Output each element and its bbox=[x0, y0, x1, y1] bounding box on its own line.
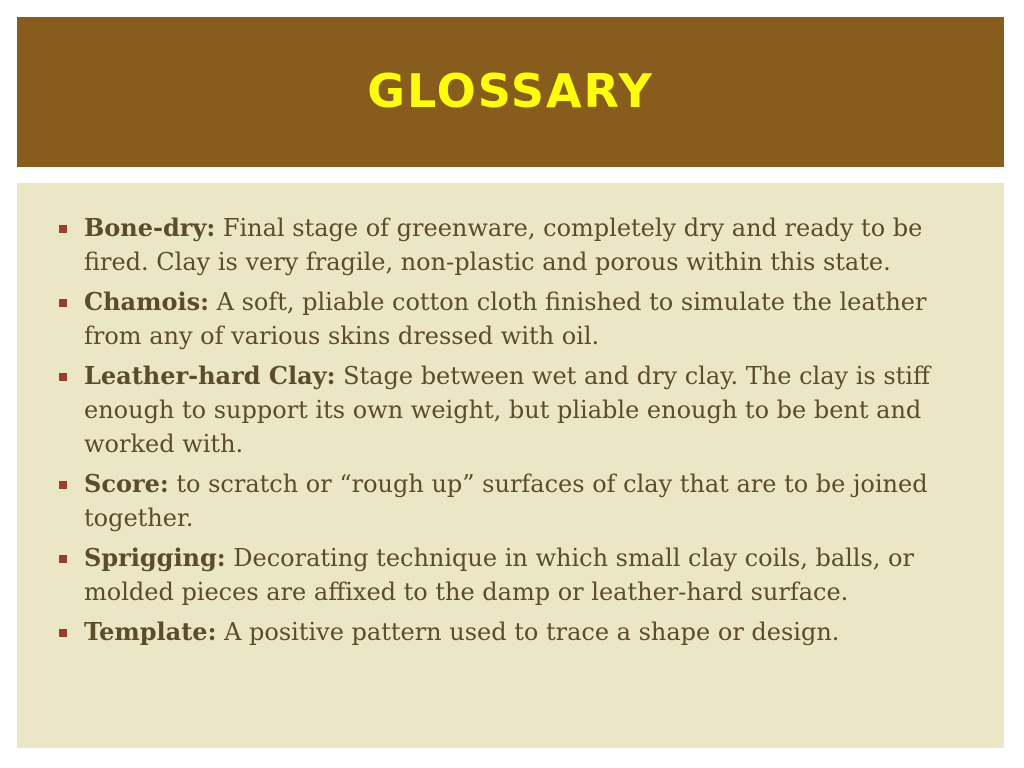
glossary-term: Template: bbox=[84, 617, 217, 646]
glossary-term: Bone-dry: bbox=[84, 213, 216, 242]
glossary-term: Chamois: bbox=[84, 287, 209, 316]
square-bullet-icon bbox=[59, 373, 67, 381]
square-bullet-icon bbox=[59, 225, 67, 233]
glossary-term: Score: bbox=[84, 469, 169, 498]
glossary-item bbox=[79, 467, 944, 535]
glossary-item bbox=[79, 359, 944, 461]
glossary-definition: Final stage of greenware, completely dry and ready to be fired. Clay is very fragile, non-plastic and porous within this state. bbox=[84, 214, 923, 276]
title-band bbox=[17, 17, 1004, 167]
glossary-item bbox=[79, 615, 944, 649]
glossary-term: Sprigging: bbox=[84, 543, 226, 572]
square-bullet-icon bbox=[59, 299, 67, 307]
glossary-item bbox=[79, 211, 944, 279]
glossary-definition: Decorating technique in which small clay coils, balls, or molded pieces are affixed to the damp or leather-hard surface. bbox=[84, 544, 914, 606]
square-bullet-icon bbox=[59, 555, 67, 563]
glossary-item bbox=[79, 541, 944, 609]
glossary-list bbox=[79, 211, 944, 649]
glossary-definition: A positive pattern used to trace a shape or design. bbox=[216, 618, 840, 646]
glossary-definition: Stage between wet and dry clay. The clay is stiff enough to support its own weight, but pliable enough to be bent and worked with. bbox=[84, 362, 931, 458]
slide-title: GLOSSARY bbox=[367, 64, 654, 118]
content-area bbox=[17, 183, 1004, 748]
glossary-definition: A soft, pliable cotton cloth finished to simulate the leather from any of various skins dressed with oil. bbox=[84, 288, 927, 350]
square-bullet-icon bbox=[59, 481, 67, 489]
glossary-term: Leather-hard Clay: bbox=[84, 361, 336, 390]
square-bullet-icon bbox=[59, 629, 67, 637]
glossary-definition: to scratch or “rough up” surfaces of clay that are to be joined together. bbox=[84, 470, 928, 532]
glossary-item bbox=[79, 285, 944, 353]
